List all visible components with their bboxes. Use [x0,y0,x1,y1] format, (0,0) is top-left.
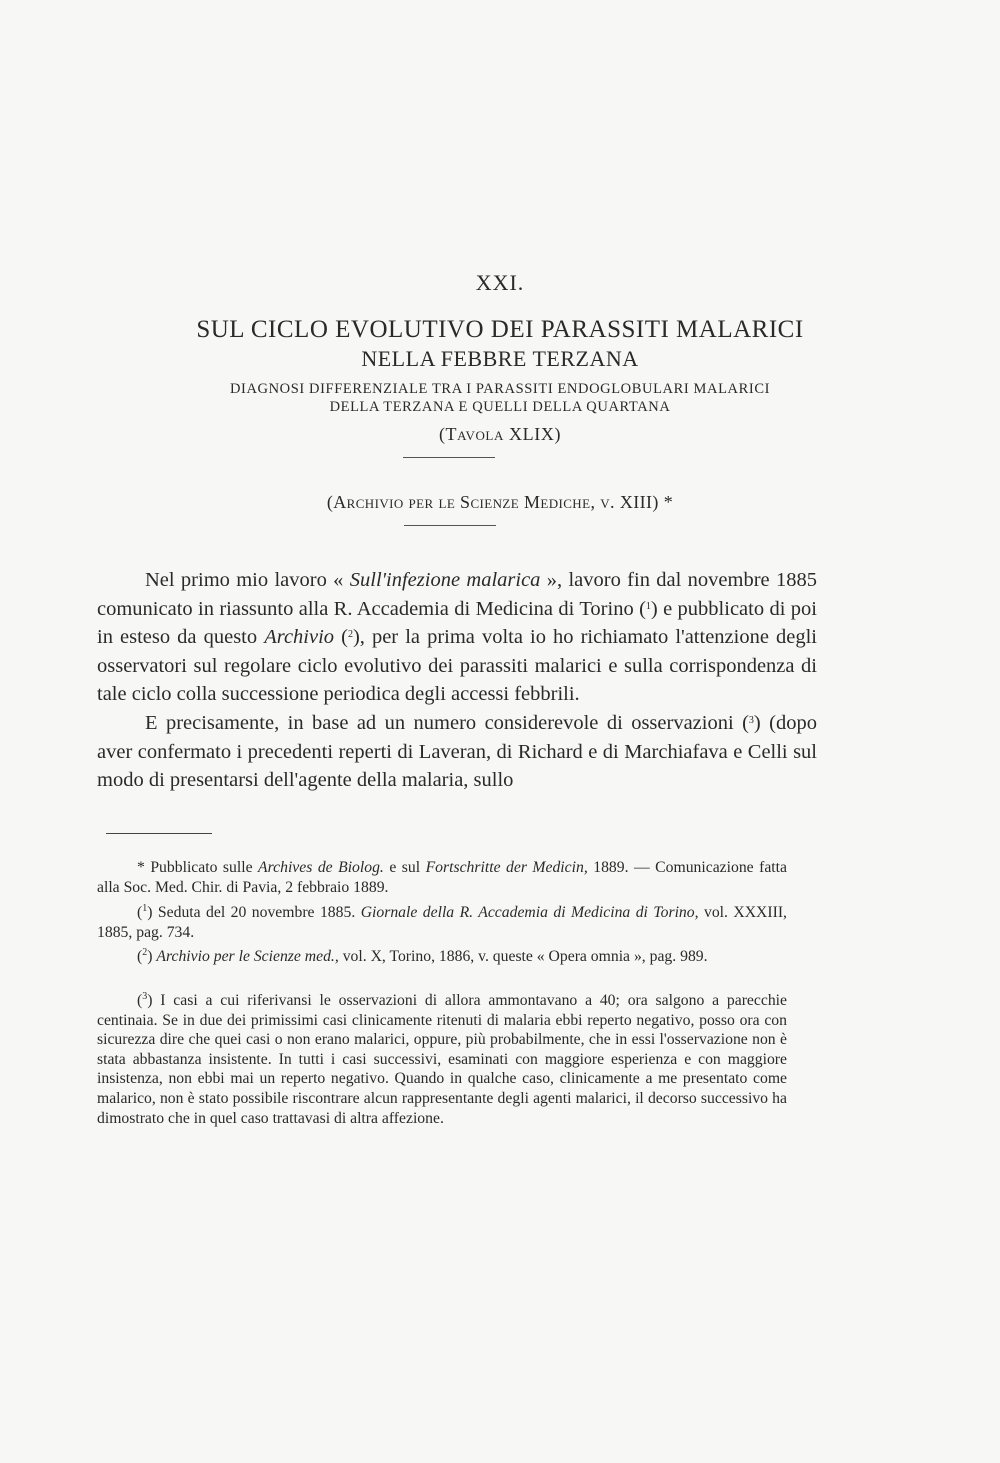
title-line-1: SUL CICLO EVOLUTIVO DEI PARASSITI MALARICI [196,316,804,343]
source-reference: (Archivio per le Scienze Mediche, v. XIII) * [326,492,674,512]
footnote-3: ($^3$) I casi a cui riferivansi le osservazioni di allora ammontavano a 40; ora salgono a parecchie centinaia. Se in due dei primissimi casi clinicamente ritenuti di malaria ebbi reperto negativo, posso ora con sicurezza dire che quei casi o non erano malarici, oppure, più probabilmente, che in essi l'osservazione non è stata abbastanza insistente. In tutti i casi successivi, esaminati con maggiore esperienza e con maggiore insistenza, non ebbi mai un reperto negativo. Quando in qualche caso, clinicamente a me presentato come malarico, non è stato possibile riscontrare alcun rappresentante degli agenti malarici, il decorso successivo ha dimostrato che in quel caso trattavasi di altra affezione. [97,991,787,1127]
footnote-ref-3: 3 [748,714,754,726]
title-divider [403,457,495,458]
footnote-2: ($^2$) Archivio per le Scienze med., vol. X, Torino, 1886, v. queste « Opera omnia », pag. 989. [137,947,708,965]
footnote-star: * Pubblicato sulle Archives de Biolog. e sul Fortschritte der Medicin, 1889. — Comunicazione fatta alla Soc. Med. Chir. di Pavia, 2 febbraio 1889. [97,859,787,896]
footnote-1: ($^1$) Seduta del 20 novembre 1885. Giornale della R. Accademia di Medicina di Torino, vol. XXXIII, 1885, pag. 734. [97,903,787,941]
paragraph-2: E precisamente, in base ad un numero considerevole di osservazioni ($^3$) (dopo aver confermato i precedenti reperti di Laveran, di Richard e di Marchiafava e Celli sul modo di presentarsi dell'agente della malaria, sullo [97,711,817,792]
subtitle-line-2: DELLA TERZANA E QUELLI DELLA QUARTANA [329,399,671,415]
footnote-divider [106,833,212,834]
title-line-2: NELLA FEBBRE TERZANA [361,346,639,371]
chapter-number: XXI. [475,270,525,295]
source-divider [404,525,496,526]
paragraph-1: Nel primo mio lavoro « Sull'infezione malarica », lavoro fin dal novembre 1885 comunicato in riassunto alla R. Accademia di Medicina di Torino ($^1$) e pubblicato di poi in esteso da questo Archivio ($^2$), per la prima volta io ho richiamato l'attenzione degli osservatori sul regolare ciclo evolutivo dei parassiti malarici e sulla corrispondenza di tale ciclo colla successione periodica degli accessi febbrili. [97,569,818,706]
body-text [97,566,817,795]
plate-reference: (Tavola XLIX) [438,424,562,444]
subtitle-line-1: DIAGNOSI DIFFERENZIALE TRA I PARASSITI ENDOGLOBULARI MALARICI [229,381,771,397]
footnote-ref-2: 2 [347,629,353,641]
cited-journal: Archivio [264,626,335,649]
footnote-ref-1: 1 [645,600,651,612]
cited-title: Sull'infezione malarica [349,569,541,591]
